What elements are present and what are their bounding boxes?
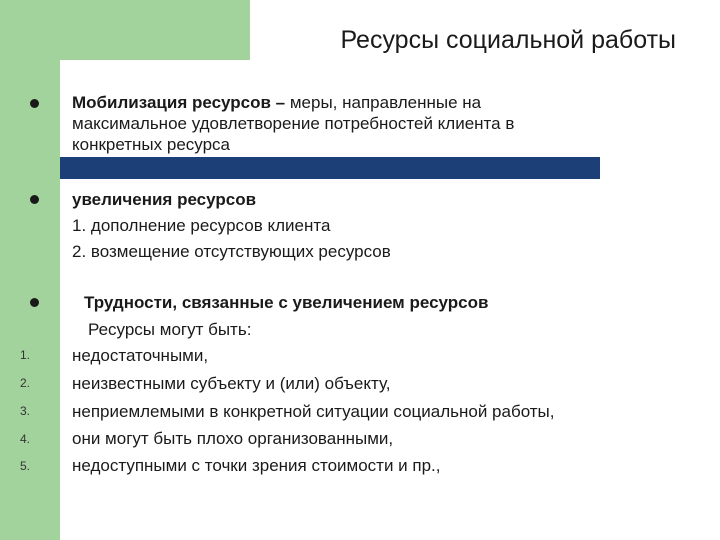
list-number: 3. xyxy=(20,404,31,418)
item3-heading: Трудности, связанные с увеличением ресурсов xyxy=(84,293,489,312)
list-number: 2. xyxy=(20,376,31,390)
list-item: они могут быть плохо организованными, xyxy=(72,429,394,448)
list-item: недоступными с точки зрения стоимости и пр., xyxy=(72,456,441,475)
item1-line1-rest: меры, направленные на xyxy=(289,93,482,112)
list-item: неприемлемыми в конкретной ситуации социальной работы, xyxy=(72,402,555,421)
item2-heading: увеличения ресурсов xyxy=(72,190,257,209)
list-number: 5. xyxy=(20,459,31,473)
slide-title: Ресурсы социальной работы xyxy=(340,26,676,54)
item1-line3: конкретных ресурса xyxy=(72,135,230,154)
bullet-icon xyxy=(30,298,39,307)
item2-sub1: 1. дополнение ресурсов клиента xyxy=(72,216,331,235)
bullet-icon xyxy=(30,195,39,204)
item2-sub2: 2. возмещение отсутствующих ресурсов xyxy=(72,242,391,261)
item1-bold: Мобилизация ресурсов – xyxy=(72,93,290,112)
list-number: 4. xyxy=(20,432,31,446)
list-item: неизвестными субъекту и (или) объекту, xyxy=(72,374,391,393)
bullet-icon xyxy=(30,99,39,108)
item1-line1 xyxy=(72,92,481,114)
decor-green-band xyxy=(0,0,250,60)
item3-subheading: Ресурсы могут быть: xyxy=(88,320,252,339)
item1-line2: максимальное удовлетворение потребностей клиента в xyxy=(72,114,515,133)
section-divider xyxy=(60,157,600,179)
list-number: 1. xyxy=(20,348,31,362)
list-item: недостаточными, xyxy=(72,346,209,365)
